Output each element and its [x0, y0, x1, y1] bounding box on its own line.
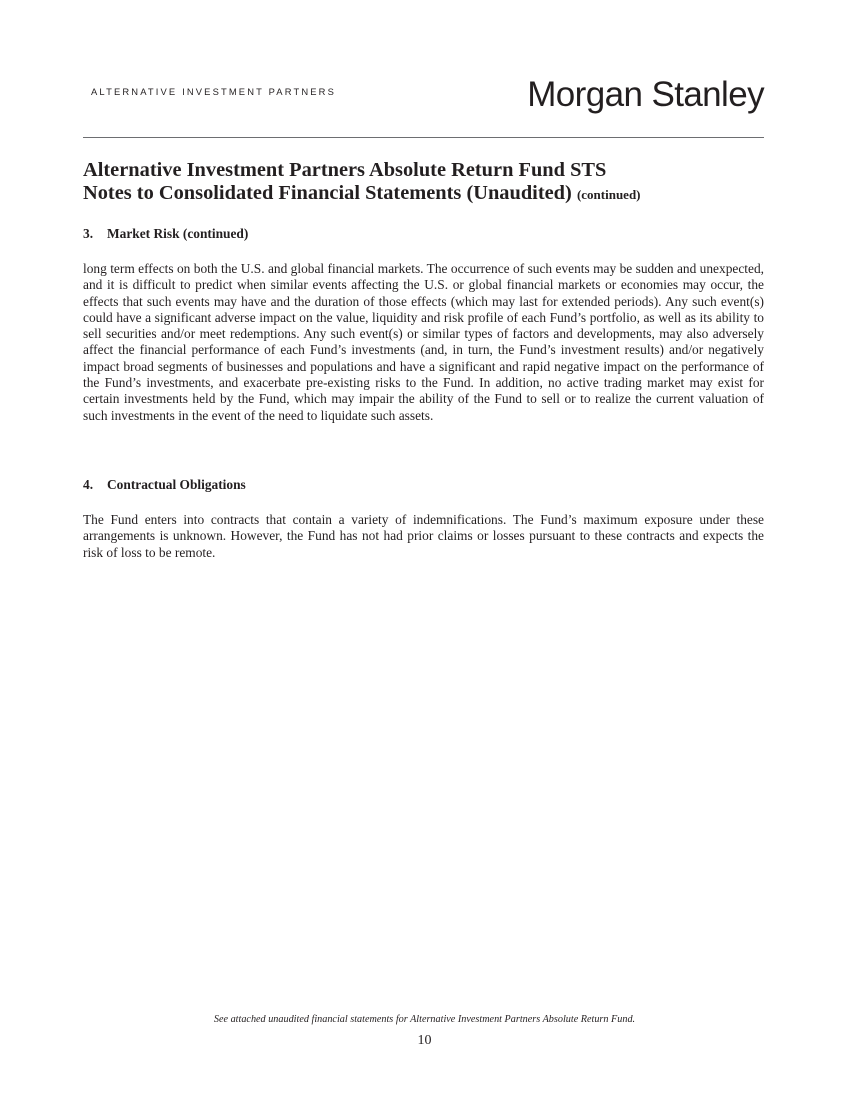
title-line-fund-name: Alternative Investment Partners Absolute Return Fund STS: [83, 159, 607, 181]
section-number: 4.: [83, 477, 94, 492]
header-divider: [83, 137, 764, 138]
title-notes-text: Notes to Consolidated Financial Statements (Unaudited): [83, 182, 572, 204]
section-title: Market Risk (continued): [107, 226, 249, 241]
page-number: 10: [417, 1033, 432, 1048]
section-title: Contractual Obligations: [107, 477, 246, 492]
morgan-stanley-logo: Morgan Stanley: [527, 75, 764, 114]
document-title: [83, 159, 764, 206]
section-heading-market-risk: [83, 226, 248, 242]
paragraph-contractual-obligations: The Fund enters into contracts that contain a variety of indemnifications. The Fund’s maximum exposure under these arrangements is unknown. However, the Fund has not had prior claims or losses pursuant to these contracts and expects the risk of loss to be remote.: [83, 512, 764, 560]
header-section-label: ALTERNATIVE INVESTMENT PARTNERS: [91, 86, 336, 97]
page-header: [83, 76, 764, 116]
title-continued-suffix: (continued): [576, 187, 641, 202]
title-line-notes: [83, 182, 764, 206]
section-heading-contractual-obligations: [83, 477, 246, 493]
paragraph-market-risk: long term effects on both the U.S. and global financial markets. The occurrence of such events may be sudden and unexpected, and it is difficult to predict when similar events affecting the U.S. or global financial markets or economies may occur, the effects that such events may have and the duration of those effects (which may last for extended periods). Any such event(s) could have a significant adverse impact on the value, liquidity and risk profile of each Fund’s portfolio, as well as its ability to sell securities and/or meet redemptions. Any such event(s) or similar types of factors and developments, may also adversely affect the financial performance of each Fund’s investments (and, in turn, the Fund’s investment results) and/or negatively impact broad segments of businesses and populations and have a significant and rapid negative impact on the performance of the Fund’s investments, and exacerbate pre-existing risks to the Fund. In addition, no active trading market may exist for certain investments held by the Fund, which may impair the ability of the Fund to sell or to realize the current valuation of such investments in the event of the need to liquidate such assets.: [83, 261, 764, 423]
section-number: 3.: [83, 226, 94, 241]
footer-note: See attached unaudited financial statements for Alternative Investment Partners Absolute Return Fund.: [213, 1014, 636, 1025]
